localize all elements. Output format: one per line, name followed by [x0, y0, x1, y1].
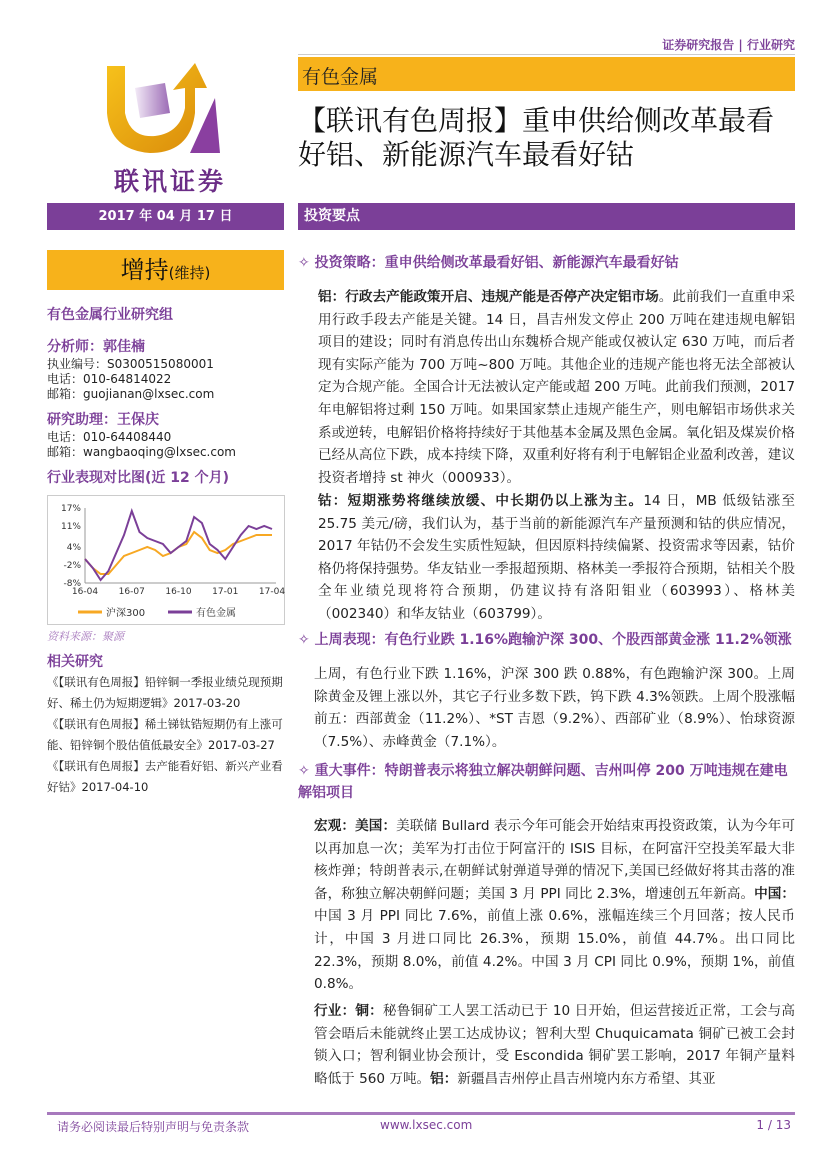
para-body: 上周，有色行业下跌 1.16%，沪深 300 跌 0.88%，有色跑输沪深 300。上周除黄金及锂上涨以外，其它子行业多数下跌，钨下跌 4.3%领跌。上周个股涨幅前五：西部黄金（11.2%）、*ST 吉恩（9.2%）、西部矿业（8.9%）、怡球资源（7.5%）、赤峰黄金（7.1%）。 — [314, 666, 795, 750]
assistant-phone: 电话：010-64408440 — [47, 430, 172, 444]
para-body: 新疆昌吉州停止昌吉州境内东方希望、其亚 — [457, 1070, 716, 1087]
analyst-name: 分析师：郭佳楠 — [47, 339, 145, 355]
para-body: 14 日，MB 低级钴涨至 25.75 美元/磅，我们认为，基于当前的新能源汽车产量预测和钴的供应情况，2017 年钴仍不会发生实质性短缺，但因原料持续偏紧、投资需求等因素，钴价格仍将保持强势。华友钴业一季报超预期、格林美一季报符合预期，钴相关个股全年业绩兑现将符合预期，仍建议持有洛阳钼业（603993）、格林美（002340）和华友钴业（603799）。 — [318, 493, 796, 622]
related-research — [47, 652, 287, 798]
footer-disclaimer[interactable]: 请务必阅读最后特别声明与免责条款 — [57, 1120, 250, 1134]
para-lead: 钴：短期涨势将继续放缓、中长期仍以上涨为主。 — [318, 493, 644, 509]
rating-badge — [47, 250, 284, 290]
analyst-license: 执业编号：S0300515080001 — [47, 357, 214, 371]
report-type: 证券研究报告 | 行业研究 — [662, 38, 795, 52]
x-tick-label: 16-10 — [165, 587, 192, 597]
chart-source: 资料来源：聚源 — [47, 630, 124, 643]
x-tick-label: 16-04 — [71, 587, 99, 597]
section-heading-events: ✧ 重大事件：特朗普表示将独立解决朝鲜问题、吉州叫停 200 万吨违规在建电解铝项目 — [298, 763, 788, 801]
rating-sub: (维持) — [168, 264, 211, 282]
y-tick-label: -2% — [63, 561, 81, 571]
para-body: 。此前我们一直重申采用行政手段去产能是关键。14 日，昌吉州发文停止 200 万吨在建违规电解铝项目的建设；同时有消息传出山东魏桥合规产能或仅被认定 630 万吨，而后者现有实际产能为 700 万吨~800 万吨。其他企业的违规产能也将无法全部被认定为合规产能。全国合计无法被认定产能或超 200 万吨。此前我们预测，2017 年电解铝将过剩 150 万吨。如果国家禁止违规产能生产，则电解铝市场供求关系或逆转，电解铝价格将持续好于其他基本金属及黑色金属。氧化铝及煤炭价格已经从高位下跌，成本持续下降，双重利好将有利于电解铝企业盈利改善，建议投资者增持 st 神火（000933）。 — [318, 289, 796, 486]
x-tick-label: 16-07 — [118, 587, 145, 597]
y-tick-label: 11% — [60, 522, 81, 532]
analyst-email[interactable]: 邮箱：guojianan@lxsec.com — [47, 387, 215, 401]
page-number: 1 / 13 — [756, 1118, 791, 1132]
footer-url[interactable]: www.lxsec.com — [380, 1118, 473, 1132]
y-tick-label: 4% — [66, 543, 81, 553]
related-title: 相关研究 — [47, 654, 103, 670]
assistant-email[interactable]: 邮箱：wangbaoqing@lxsec.com — [47, 445, 236, 459]
legend-label: 有色金属 — [196, 608, 236, 619]
analyst-info — [47, 305, 287, 488]
paragraph-cobalt — [318, 490, 795, 626]
company-logo — [95, 58, 245, 196]
para-lead: 宏观：美国： — [314, 818, 397, 834]
paragraph-macro — [314, 815, 795, 996]
para-lead: 铝： — [430, 1070, 458, 1087]
performance-chart — [47, 495, 285, 625]
para-lead: 铝：行政去产能政策开启、违规产能是否停产决定铝市场 — [318, 289, 659, 305]
section-heading-strategy: ✧ 投资策略：重申供给侧改革最看好铝、新能源汽车最看好钴 — [298, 255, 679, 271]
logo-text: 联讯证券 — [113, 167, 226, 196]
related-item[interactable]: 《【联讯有色周报】稀土锑钛锆短期仍有上涨可能、铅锌铜个股估值低最安全》2017-03-27 — [47, 717, 283, 752]
page-title: 【联讯有色周报】重申供给侧改革最看好铝、新能源汽车最看好钴 — [298, 104, 775, 171]
related-item[interactable]: 《【联讯有色周报】去产能看好铝、新兴产业看好钴》2017-04-10 — [47, 759, 283, 794]
para-body: 美联储 Bullard 表示今年可能会开始结束再投资政策，认为今年可以再加息一次；美军为打击位于阿富汗的 ISIS 目标，在阿富汗空投美军最大非核炸弹；特朗普表示,在朝鲜试射弹道导弹的情况下,美国已经做好将其击落的准备，称独立解决朝鲜问题；美国 3 月 PPI 同比 2.3%，增速创五年新高。 — [314, 818, 795, 902]
report-date: 2017 年 04 月 17 日 — [47, 203, 284, 230]
paragraph-aluminum — [318, 286, 795, 489]
y-tick-label: 17% — [60, 504, 81, 514]
series-line-csi300 — [85, 532, 272, 574]
y-tick-label: -8% — [63, 579, 81, 589]
related-item[interactable]: 《【联讯有色周报】铅锌铜一季报业绩兑现预期好、稀土仍为短期逻辑》2017-03-20 — [47, 675, 283, 710]
sector-banner: 有色金属 — [298, 57, 795, 91]
x-tick-label: 17-04 — [258, 587, 286, 597]
para-lead: 行业：铜： — [314, 1003, 383, 1019]
legend-label: 沪深300 — [106, 608, 146, 619]
paragraph-performance — [314, 663, 795, 753]
key-points-header: 投资要点 — [298, 203, 795, 230]
section-heading-performance: ✧ 上周表现：有色行业跌 1.16%跑输沪深 300、个股西部黄金涨 11.2%领涨 — [298, 632, 792, 648]
x-tick-label: 17-01 — [212, 587, 239, 597]
research-group: 有色金属行业研究组 — [47, 307, 173, 323]
analyst-phone: 电话：010-64814022 — [47, 372, 172, 386]
divider — [298, 54, 795, 55]
para-body: 秘鲁铜矿工人罢工活动已于 10 日开始，但运营接近正常，工会与高管会晤后未能就终止罢工达成协议；智利大型 Chuquicamata 铜矿已被工会封锁入口；智利铜业协会预计，受 Escondida 铜矿罢工影响，2017 年铜产量料略低于 560 万吨。 — [314, 1003, 796, 1087]
rating-main: 增持 — [120, 256, 169, 284]
paragraph-industry — [314, 1000, 795, 1090]
footer-divider — [47, 1112, 795, 1115]
chart-title: 行业表现对比图(近 12 个月) — [47, 470, 230, 486]
para-body: 中国 3 月 PPI 同比 7.6%，前值上涨 0.6%，涨幅连续三个月回落；按人民币计，中国 3 月进口同比 26.3%，预期 15.0%，前值 44.7%。出口同比 22.3%，预期 8.0%，前值 4.2%。中国 3 月 CPI 同比 0.9%，预期 1%，前值 0.8%。 — [314, 908, 795, 993]
para-lead: 中国： — [754, 885, 795, 902]
assistant-name: 研究助理：王保庆 — [47, 412, 159, 428]
